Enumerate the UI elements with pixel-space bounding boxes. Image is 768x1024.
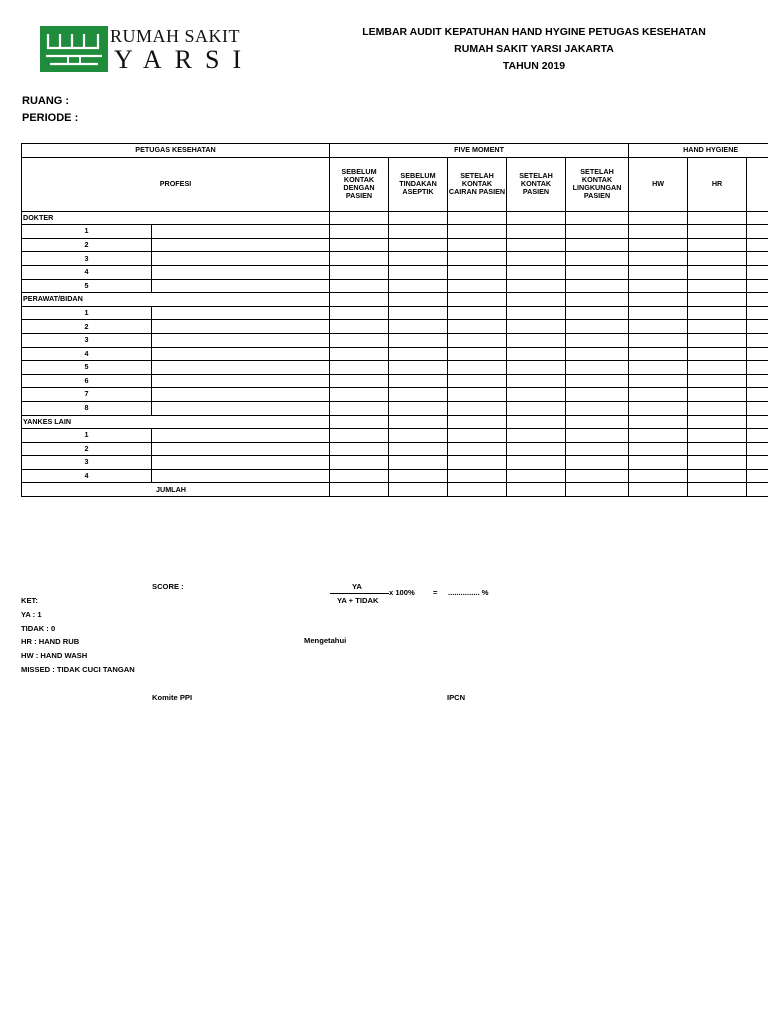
ket-missed: MISSED : TIDAK CUCI TANGAN (21, 665, 135, 674)
audit-cell (629, 483, 688, 497)
audit-cell (448, 442, 507, 456)
audit-cell (330, 456, 389, 470)
audit-cell (448, 320, 507, 334)
audit-table-wrapper (21, 143, 768, 499)
row-number: 6 (22, 374, 152, 388)
audit-cell (448, 306, 507, 320)
name-cell[interactable] (152, 347, 330, 361)
table-row (22, 442, 768, 456)
audit-cell (629, 374, 688, 388)
audit-cell (507, 265, 566, 279)
score-multiplier: x 100% (389, 588, 415, 597)
signature-komite-ppi: Komite PPI (152, 693, 193, 702)
logo-text-bottom: YARSI (114, 45, 255, 74)
audit-cell (629, 429, 688, 443)
audit-cell (448, 265, 507, 279)
audit-cell (507, 374, 566, 388)
audit-cell (629, 415, 688, 429)
audit-cell (330, 279, 389, 293)
section-row (22, 211, 768, 225)
audit-cell (688, 483, 747, 497)
audit-cell (389, 211, 448, 225)
audit-cell (330, 347, 389, 361)
audit-cell (448, 225, 507, 239)
audit-cell (566, 306, 629, 320)
table-row (22, 388, 768, 402)
header-moment-4: SETELAH KONTAK PASIEN (507, 157, 566, 211)
name-cell[interactable] (152, 401, 330, 415)
audit-cell (448, 388, 507, 402)
audit-cell (629, 401, 688, 415)
row-number: 3 (22, 456, 152, 470)
audit-cell (566, 429, 629, 443)
audit-cell (330, 238, 389, 252)
audit-cell (629, 388, 688, 402)
row-number: 4 (22, 347, 152, 361)
audit-cell (389, 415, 448, 429)
audit-cell (629, 442, 688, 456)
name-cell[interactable] (152, 388, 330, 402)
name-cell[interactable] (152, 265, 330, 279)
audit-cell (566, 279, 629, 293)
audit-cell (566, 388, 629, 402)
table-row (22, 333, 768, 347)
header-moment-3: SETELAH KONTAK CAIRAN PASIEN (448, 157, 507, 211)
audit-cell (389, 225, 448, 239)
audit-cell (688, 469, 747, 483)
audit-cell (330, 469, 389, 483)
audit-cell (629, 225, 688, 239)
header-hand-hygiene: HAND HYGIENE (629, 144, 768, 158)
audit-cell (688, 361, 747, 375)
audit-cell (688, 238, 747, 252)
audit-cell (330, 320, 389, 334)
audit-cell (566, 415, 629, 429)
audit-cell (747, 456, 768, 470)
audit-cell (330, 211, 389, 225)
audit-cell (389, 293, 448, 307)
logo-text-top: RUMAH SAKIT (110, 26, 241, 46)
audit-cell (507, 361, 566, 375)
audit-cell (566, 211, 629, 225)
logo-mark-icon (40, 26, 108, 72)
year-label: TAHUN 2019 (502, 60, 566, 72)
audit-cell (507, 429, 566, 443)
audit-cell (507, 211, 566, 225)
audit-cell (507, 252, 566, 266)
table-row (22, 225, 768, 239)
audit-cell (747, 442, 768, 456)
table-row (22, 265, 768, 279)
audit-cell (330, 333, 389, 347)
audit-cell (389, 306, 448, 320)
signature-ipcn: IPCN (447, 693, 466, 702)
name-cell[interactable] (152, 361, 330, 375)
audit-cell (629, 320, 688, 334)
audit-cell (629, 279, 688, 293)
audit-cell (688, 388, 747, 402)
score-numerator: YA (352, 582, 362, 591)
audit-cell (566, 265, 629, 279)
audit-cell (330, 415, 389, 429)
audit-cell (566, 469, 629, 483)
audit-cell (389, 429, 448, 443)
audit-cell (448, 483, 507, 497)
audit-cell (389, 374, 448, 388)
jumlah-row (22, 483, 768, 497)
audit-cell (389, 388, 448, 402)
audit-cell (629, 252, 688, 266)
audit-cell (507, 456, 566, 470)
audit-cell (507, 469, 566, 483)
table-row (22, 238, 768, 252)
audit-cell (688, 306, 747, 320)
audit-cell (629, 293, 688, 307)
audit-cell (688, 225, 747, 239)
ruang-field: RUANG : (22, 95, 70, 107)
audit-cell (747, 388, 768, 402)
audit-cell (507, 293, 566, 307)
audit-cell (389, 238, 448, 252)
audit-cell (330, 429, 389, 443)
audit-cell (448, 374, 507, 388)
name-cell[interactable] (152, 429, 330, 443)
row-number: 3 (22, 333, 152, 347)
audit-cell (330, 374, 389, 388)
audit-cell (448, 361, 507, 375)
audit-cell (389, 265, 448, 279)
audit-cell (688, 374, 747, 388)
audit-cell (688, 279, 747, 293)
audit-cell (507, 333, 566, 347)
audit-cell (747, 347, 768, 361)
name-cell[interactable] (152, 456, 330, 470)
score-result: ............... % (448, 588, 489, 597)
audit-cell (747, 374, 768, 388)
audit-cell (507, 238, 566, 252)
audit-cell (507, 442, 566, 456)
audit-cell (747, 279, 768, 293)
section-label: DOKTER (22, 211, 330, 225)
audit-cell (389, 456, 448, 470)
section-row (22, 415, 768, 429)
audit-cell (747, 401, 768, 415)
audit-cell (389, 320, 448, 334)
audit-cell (629, 211, 688, 225)
row-number: 8 (22, 401, 152, 415)
name-cell[interactable] (152, 279, 330, 293)
score-equals: = (433, 588, 438, 597)
audit-cell (747, 225, 768, 239)
score-denominator: YA + TIDAK (337, 596, 379, 605)
audit-cell (747, 265, 768, 279)
audit-cell (507, 320, 566, 334)
audit-table (21, 143, 768, 497)
audit-cell (688, 320, 747, 334)
audit-cell (688, 347, 747, 361)
row-number: 2 (22, 442, 152, 456)
audit-cell (747, 252, 768, 266)
hospital-logo (40, 26, 272, 72)
audit-cell (688, 293, 747, 307)
jumlah-label: JUMLAH (22, 483, 330, 497)
audit-cell (747, 238, 768, 252)
audit-cell (507, 415, 566, 429)
audit-cell (330, 361, 389, 375)
audit-cell (688, 429, 747, 443)
row-number: 2 (22, 320, 152, 334)
audit-cell (389, 333, 448, 347)
audit-cell (389, 483, 448, 497)
header-five-moment: FIVE MOMENT (330, 144, 629, 158)
audit-cell (566, 252, 629, 266)
header-petugas: PETUGAS KESEHATAN (22, 144, 330, 158)
table-row (22, 401, 768, 415)
section-label: PERAWAT/BIDAN (22, 293, 330, 307)
audit-cell (629, 306, 688, 320)
audit-cell (629, 333, 688, 347)
name-cell[interactable] (152, 225, 330, 239)
header-moment-1: SEBELUM KONTAK DENGAN PASIEN (330, 157, 389, 211)
name-cell[interactable] (152, 238, 330, 252)
audit-cell (330, 293, 389, 307)
document-title: LEMBAR AUDIT KEPATUHAN HAND HYGINE PETUGAS KESEHATAN (362, 26, 706, 38)
table-row (22, 347, 768, 361)
audit-cell (448, 347, 507, 361)
audit-cell (389, 442, 448, 456)
name-cell[interactable] (152, 333, 330, 347)
audit-cell (688, 333, 747, 347)
audit-cell (688, 456, 747, 470)
audit-cell (330, 306, 389, 320)
header-profesi: PROFESI (22, 157, 330, 211)
audit-cell (566, 374, 629, 388)
audit-cell (389, 361, 448, 375)
audit-cell (747, 415, 768, 429)
table-row (22, 252, 768, 266)
name-cell[interactable] (152, 469, 330, 483)
row-number: 2 (22, 238, 152, 252)
row-number: 7 (22, 388, 152, 402)
header-moment-2: SEBELUM TINDAKAN ASEPTIK (389, 157, 448, 211)
audit-cell (448, 401, 507, 415)
audit-cell (389, 469, 448, 483)
audit-cell (507, 388, 566, 402)
row-number: 5 (22, 279, 152, 293)
audit-cell (566, 361, 629, 375)
name-cell[interactable] (152, 306, 330, 320)
ket-ya: YA : 1 (21, 610, 42, 619)
audit-cell (448, 211, 507, 225)
row-number: 1 (22, 429, 152, 443)
audit-cell (507, 306, 566, 320)
audit-cell (566, 483, 629, 497)
ket-hw: HW : HAND WASH (21, 651, 88, 660)
audit-cell (448, 469, 507, 483)
ket-title: KET: (21, 596, 38, 605)
audit-cell (688, 401, 747, 415)
row-number: 5 (22, 361, 152, 375)
audit-cell (566, 401, 629, 415)
audit-cell (688, 252, 747, 266)
score-label: SCORE : (152, 582, 184, 591)
table-row (22, 361, 768, 375)
audit-cell (629, 265, 688, 279)
name-cell[interactable] (152, 442, 330, 456)
header-hw: HW (629, 157, 688, 211)
audit-cell (330, 442, 389, 456)
audit-cell (629, 347, 688, 361)
audit-cell (566, 225, 629, 239)
audit-cell (566, 442, 629, 456)
audit-cell (747, 469, 768, 483)
name-cell[interactable] (152, 320, 330, 334)
audit-cell (688, 415, 747, 429)
audit-cell (566, 456, 629, 470)
audit-cell (389, 401, 448, 415)
row-number: 4 (22, 469, 152, 483)
audit-cell (448, 252, 507, 266)
header-hr: HR (688, 157, 747, 211)
header-moment-5: SETELAH KONTAK LINGKUNGAN PASIEN (566, 157, 629, 211)
row-number: 1 (22, 306, 152, 320)
mengetahui-label: Mengetahui (304, 636, 347, 645)
audit-cell (448, 293, 507, 307)
table-row (22, 456, 768, 470)
row-number: 1 (22, 225, 152, 239)
audit-cell (566, 333, 629, 347)
audit-cell (747, 306, 768, 320)
table-row (22, 279, 768, 293)
audit-cell (448, 279, 507, 293)
name-cell[interactable] (152, 252, 330, 266)
audit-cell (747, 293, 768, 307)
row-number: 4 (22, 265, 152, 279)
audit-cell (747, 361, 768, 375)
section-label: YANKES LAIN (22, 415, 330, 429)
hospital-name: RUMAH SAKIT YARSI JAKARTA (454, 43, 614, 55)
audit-cell (330, 388, 389, 402)
header-missed (747, 157, 768, 211)
audit-cell (507, 483, 566, 497)
audit-cell (389, 252, 448, 266)
audit-cell (629, 456, 688, 470)
table-row (22, 429, 768, 443)
audit-cell (330, 225, 389, 239)
audit-cell (747, 333, 768, 347)
audit-cell (747, 429, 768, 443)
audit-cell (448, 238, 507, 252)
audit-cell (448, 333, 507, 347)
audit-cell (688, 442, 747, 456)
audit-cell (448, 456, 507, 470)
audit-cell (566, 293, 629, 307)
audit-cell (330, 401, 389, 415)
audit-cell (507, 401, 566, 415)
audit-cell (688, 265, 747, 279)
audit-cell (330, 252, 389, 266)
periode-field: PERIODE : (22, 112, 79, 124)
section-row (22, 293, 768, 307)
audit-cell (330, 265, 389, 279)
audit-cell (629, 361, 688, 375)
audit-cell (566, 320, 629, 334)
audit-cell (747, 211, 768, 225)
fraction-line (330, 593, 389, 594)
audit-cell (330, 483, 389, 497)
audit-cell (507, 279, 566, 293)
audit-cell (747, 483, 768, 497)
audit-cell (688, 211, 747, 225)
audit-cell (389, 279, 448, 293)
table-row (22, 306, 768, 320)
audit-cell (448, 429, 507, 443)
table-row (22, 320, 768, 334)
audit-cell (448, 415, 507, 429)
ket-hr: HR : HAND RUB (21, 637, 80, 646)
ket-tidak: TIDAK : 0 (21, 624, 56, 633)
audit-cell (566, 238, 629, 252)
audit-cell (507, 225, 566, 239)
audit-cell (389, 347, 448, 361)
row-number: 3 (22, 252, 152, 266)
table-row (22, 374, 768, 388)
audit-cell (566, 347, 629, 361)
audit-cell (629, 238, 688, 252)
audit-cell (747, 320, 768, 334)
audit-cell (507, 347, 566, 361)
name-cell[interactable] (152, 374, 330, 388)
table-row (22, 469, 768, 483)
audit-cell (629, 469, 688, 483)
